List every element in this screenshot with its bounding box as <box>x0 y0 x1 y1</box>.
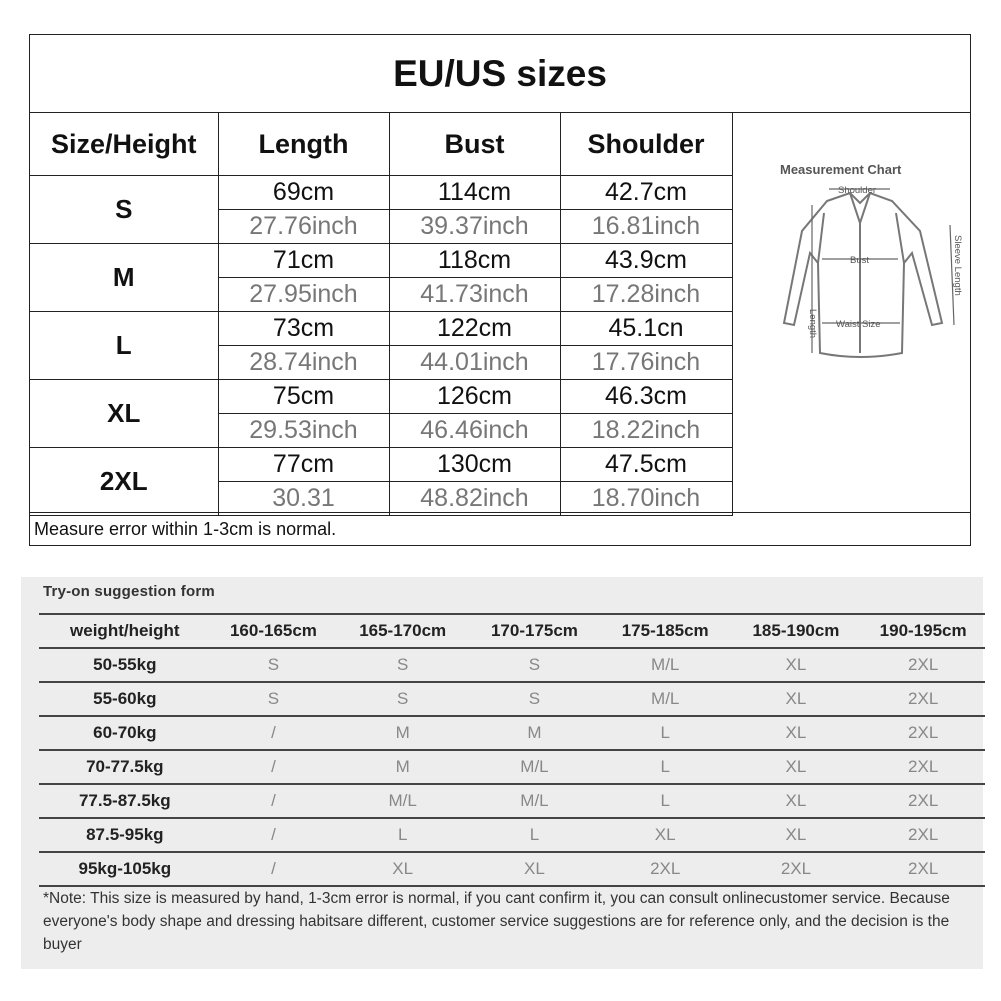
suggested-size: M/L <box>600 682 731 716</box>
inch-value: 46.46inch <box>389 414 560 448</box>
suggested-size: S <box>211 648 337 682</box>
suggested-size: M/L <box>469 750 600 784</box>
weight-range: 50-55kg <box>39 648 211 682</box>
suggested-size: / <box>211 750 337 784</box>
tryon-section <box>21 577 983 969</box>
tryon-row <box>39 784 985 818</box>
label-sleeve: Sleeve Length <box>952 235 963 296</box>
shirt-diagram <box>732 113 972 515</box>
size-row-cm <box>30 312 732 346</box>
suggested-size: M <box>336 716 469 750</box>
header-bust: Bust <box>389 113 560 176</box>
suggested-size: XL <box>600 818 731 852</box>
weight-range: 60-70kg <box>39 716 211 750</box>
tryon-header-height-range: 165-170cm <box>336 614 469 648</box>
cm-value: 126cm <box>389 380 560 414</box>
suggested-size: S <box>211 682 337 716</box>
size-table <box>30 113 733 516</box>
label-length: Length <box>807 309 818 339</box>
header-size-height: Size/Height <box>30 113 218 176</box>
suggested-size: S <box>469 648 600 682</box>
suggested-size: XL <box>731 784 862 818</box>
suggested-size: S <box>336 682 469 716</box>
suggested-size: XL <box>731 818 862 852</box>
cm-value: 69cm <box>218 176 389 210</box>
size-label: L <box>30 312 218 380</box>
suggested-size: L <box>600 784 731 818</box>
suggested-size: / <box>211 784 337 818</box>
cm-value: 75cm <box>218 380 389 414</box>
tryon-header-height-range: 160-165cm <box>211 614 337 648</box>
tryon-row <box>39 750 985 784</box>
header-length: Length <box>218 113 389 176</box>
tryon-row <box>39 682 985 716</box>
suggested-size: S <box>469 682 600 716</box>
suggested-size: 2XL <box>861 750 985 784</box>
inch-value: 41.73inch <box>389 278 560 312</box>
measurement-figure <box>732 113 972 515</box>
size-table-header <box>30 113 732 176</box>
suggested-size: M/L <box>469 784 600 818</box>
suggested-size: / <box>211 818 337 852</box>
suggested-size: M/L <box>336 784 469 818</box>
size-chart <box>29 34 971 546</box>
tryon-note: *Note: This size is measured by hand, 1-3cm error is normal, if you cant confirm it, you can consult onlinecustomer service. Because everyone's body shape and dressing habitsare different, customer service suggestions are for reference only, and the decision is the buyer <box>43 890 950 953</box>
tryon-header-height-range: 175-185cm <box>600 614 731 648</box>
weight-range: 95kg-105kg <box>39 852 211 886</box>
tryon-title: Try-on suggestion form <box>43 583 215 600</box>
size-label: M <box>30 244 218 312</box>
suggested-size: L <box>336 818 469 852</box>
size-chart-title: EU/US sizes <box>30 35 970 113</box>
inch-value: 16.81inch <box>560 210 732 244</box>
weight-range: 55-60kg <box>39 682 211 716</box>
cm-value: 114cm <box>389 176 560 210</box>
tryon-row <box>39 818 985 852</box>
inch-value: 17.28inch <box>560 278 732 312</box>
suggested-size: S <box>336 648 469 682</box>
suggested-size: 2XL <box>861 852 985 886</box>
weight-range: 77.5-87.5kg <box>39 784 211 818</box>
inch-value: 17.76inch <box>560 346 732 380</box>
weight-range: 87.5-95kg <box>39 818 211 852</box>
suggested-size: 2XL <box>861 818 985 852</box>
figure-title: Measurement Chart <box>780 162 902 177</box>
suggested-size: 2XL <box>861 716 985 750</box>
cm-value: 46.3cm <box>560 380 732 414</box>
suggested-size: M/L <box>600 648 731 682</box>
tryon-row <box>39 716 985 750</box>
tryon-header-weight-height: weight/height <box>39 614 211 648</box>
cm-value: 118cm <box>389 244 560 278</box>
suggested-size: XL <box>731 648 862 682</box>
inch-value: 44.01inch <box>389 346 560 380</box>
inch-value: 18.70inch <box>560 482 732 516</box>
suggested-size: 2XL <box>861 682 985 716</box>
inch-value: 29.53inch <box>218 414 389 448</box>
measure-lines <box>812 189 954 353</box>
suggested-size: XL <box>731 716 862 750</box>
size-label: XL <box>30 380 218 448</box>
size-label: S <box>30 176 218 244</box>
suggested-size: XL <box>469 852 600 886</box>
suggested-size: / <box>211 852 337 886</box>
cm-value: 47.5cm <box>560 448 732 482</box>
suggested-size: 2XL <box>600 852 731 886</box>
label-shoulder: Shoulder <box>838 185 877 196</box>
suggested-size: L <box>469 818 600 852</box>
size-row-cm <box>30 448 732 482</box>
header-shoulder: Shoulder <box>560 113 732 176</box>
inch-value: 18.22inch <box>560 414 732 448</box>
tryon-row <box>39 648 985 682</box>
cm-value: 73cm <box>218 312 389 346</box>
size-row-cm <box>30 380 732 414</box>
suggested-size: 2XL <box>861 784 985 818</box>
suggested-size: / <box>211 716 337 750</box>
suggested-size: L <box>600 716 731 750</box>
cm-value: 45.1cn <box>560 312 732 346</box>
inch-value: 30.31 <box>218 482 389 516</box>
size-row-cm <box>30 244 732 278</box>
suggested-size: M <box>336 750 469 784</box>
suggested-size: L <box>600 750 731 784</box>
tryon-header-height-range: 170-175cm <box>469 614 600 648</box>
tryon-body <box>39 648 985 886</box>
suggested-size: 2XL <box>731 852 862 886</box>
label-waist: Waist Size <box>836 319 881 330</box>
suggested-size: XL <box>731 750 862 784</box>
inch-value: 27.95inch <box>218 278 389 312</box>
tryon-row <box>39 852 985 886</box>
suggested-size: 2XL <box>861 648 985 682</box>
tryon-table <box>39 613 985 887</box>
weight-range: 70-77.5kg <box>39 750 211 784</box>
suggested-size: XL <box>336 852 469 886</box>
inch-value: 48.82inch <box>389 482 560 516</box>
size-row-cm <box>30 176 732 210</box>
tryon-header-height-range: 190-195cm <box>861 614 985 648</box>
suggested-size: XL <box>731 682 862 716</box>
tryon-header <box>39 614 985 648</box>
inch-value: 27.76inch <box>218 210 389 244</box>
cm-value: 122cm <box>389 312 560 346</box>
size-table-body <box>30 176 732 516</box>
tryon-header-height-range: 185-190cm <box>731 614 862 648</box>
label-bust: Bust <box>850 255 870 266</box>
cm-value: 130cm <box>389 448 560 482</box>
inch-value: 28.74inch <box>218 346 389 380</box>
size-chart-note: Measure error within 1-3cm is normal. <box>30 512 970 545</box>
cm-value: 43.9cm <box>560 244 732 278</box>
cm-value: 77cm <box>218 448 389 482</box>
suggested-size: M <box>469 716 600 750</box>
cm-value: 42.7cm <box>560 176 732 210</box>
inch-value: 39.37inch <box>389 210 560 244</box>
cm-value: 71cm <box>218 244 389 278</box>
size-label: 2XL <box>30 448 218 516</box>
